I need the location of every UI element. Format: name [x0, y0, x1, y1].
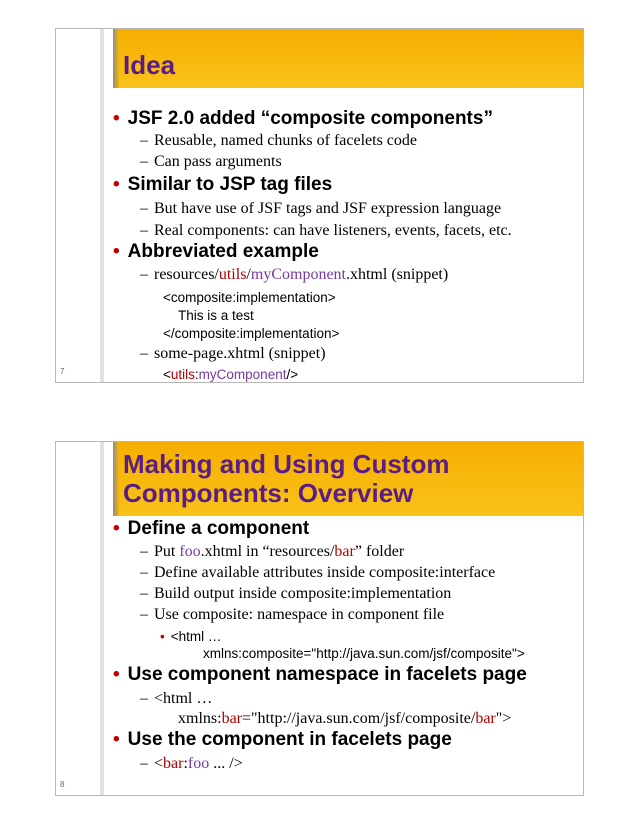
sub-bullet-use-namespace: – Use composite: namespace in component file: [140, 606, 445, 623]
sub-bullet-define-attributes: – Define available attributes inside composite:interface: [140, 564, 496, 581]
sub-bullet-some-page: – some-page.xhtml (snippet): [140, 345, 326, 362]
sub-sub-bullet-html: • <html …: [160, 629, 222, 644]
slide-idea: [55, 28, 584, 383]
code-open-tag: <composite:implementation>: [163, 290, 336, 305]
bullet-dot: •: [113, 664, 120, 685]
sub-bullet-html-tag: – <html …: [140, 690, 213, 707]
bullet-abbreviated-example: • Abbreviated example: [113, 241, 319, 262]
slide-title: Idea: [123, 50, 176, 80]
slide-content: [56, 29, 583, 382]
bullet-dot: •: [160, 629, 165, 644]
sub-bullet-build-output: – Build output inside composite:implementation: [140, 585, 452, 602]
code-close-tag: </composite:implementation>: [163, 326, 340, 341]
slide-content: [56, 442, 583, 795]
bullet-use-component: • Use the component in facelets page: [113, 729, 452, 750]
bullet-dot: •: [113, 174, 120, 195]
sub-bullet-reusable: – Reusable, named chunks of facelets code: [140, 132, 418, 149]
bullet-composite-components: • JSF 2.0 added “composite components”: [113, 108, 493, 129]
code-usage: <utils:myComponent/>: [163, 367, 299, 382]
slide-custom-components: [55, 441, 584, 796]
page-number: 8: [60, 780, 65, 789]
bullet-define-component: • Define a component: [113, 518, 310, 539]
bullet-dot: •: [113, 108, 120, 129]
namespace-declaration: xmlns:composite="http://java.sun.com/jsf/composite">: [203, 646, 525, 661]
sub-bullet-jsf-tags: – But have use of JSF tags and JSF expression language: [140, 200, 502, 217]
bullet-jsp-tag-files: • Similar to JSP tag files: [113, 174, 333, 195]
page-number: 7: [60, 367, 65, 376]
sub-bullet-bar-foo-tag: – <bar:foo ... />: [140, 755, 243, 772]
slide-title: Making and Using Custom Components: Overview: [123, 449, 450, 508]
sub-bullet-real-components: – Real components: can have listeners, events, facets, etc.: [140, 222, 512, 239]
bar-namespace-declaration: xmlns:bar="http://java.sun.com/jsf/composite/bar">: [178, 710, 512, 727]
sub-bullet-put-foo: – Put foo.xhtml in “resources/bar” folder: [140, 543, 405, 560]
sub-bullet-resources-path: – resources/utils/myComponent.xhtml (snippet): [140, 266, 449, 283]
bullet-dot: •: [113, 241, 120, 262]
bullet-dot: •: [113, 518, 120, 539]
code-body: This is a test: [178, 308, 254, 323]
bullet-use-namespace-facelets: • Use component namespace in facelets page: [113, 664, 527, 685]
bullet-dot: •: [113, 729, 120, 750]
sub-bullet-arguments: – Can pass arguments: [140, 153, 282, 170]
